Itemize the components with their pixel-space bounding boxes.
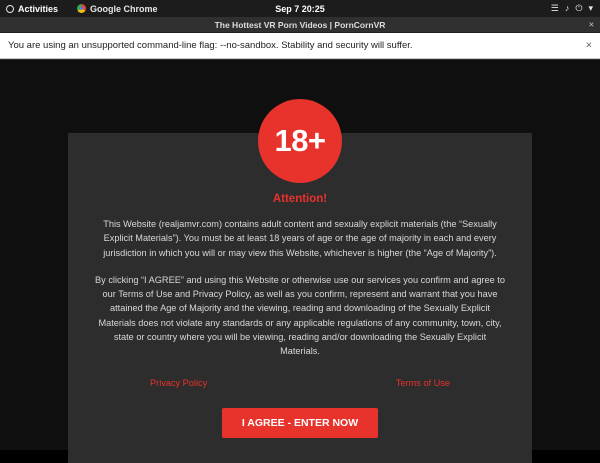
activities-dot-icon: [6, 5, 14, 13]
privacy-policy-link[interactable]: Privacy Policy: [150, 378, 208, 389]
modal-paragraph-2: By clicking “I AGREE” and using this Website or otherwise use our services you confirm and agree to our Terms of Use and Privacy Policy, as well as you confirm, represent and warrant that you have attained the Age of Majority and the viewing, reading and downloading of the Sexually Explicit Materials does not violate any standards or any applicable regulations of any community, town, city, state or country where you will be viewing, reading and/or downloading the Sexually Explicit Materials.: [95, 274, 505, 356]
app-menu-google-chrome[interactable]: [77, 4, 158, 14]
modal-heading: Attention!: [272, 193, 328, 205]
chrome-infobar: [0, 33, 600, 59]
volume-icon: ♪: [564, 3, 570, 13]
age-badge: 18+: [258, 99, 342, 183]
power-icon: ⏻: [575, 3, 583, 13]
activities-label: Activities: [18, 3, 59, 14]
chevron-down-icon: ▾: [588, 3, 593, 13]
modal-links: [150, 378, 450, 388]
page-content: [0, 60, 600, 450]
browser-window: [0, 17, 600, 450]
age-badge-wrapper: [258, 99, 342, 183]
modal-paragraph-1: This Website (realjamvr.com) contains adult content and sexually explicit materials (the “Sexually Explicit Materials”). You must be at least 18 years of age or the age of majority in each and every jurisdiction in which you will or may view this Website, whichever is higher (the “Age of Majority”).: [103, 219, 497, 258]
top-bar-left-group: [0, 4, 158, 14]
infobar-message: You are using an unsupported command-line flag: --no-sandbox. Stability and security will suffer.: [8, 40, 413, 51]
system-top-bar: [0, 0, 600, 17]
network-icon: ☰: [550, 3, 559, 13]
agree-enter-button[interactable]: I AGREE - ENTER NOW: [222, 408, 378, 438]
app-menu-label: Google Chrome: [90, 3, 158, 14]
window-title: The Hottest VR Porn Videos | PornCornVR: [214, 19, 386, 30]
window-titlebar: [0, 17, 600, 33]
chrome-icon: [77, 4, 86, 13]
infobar-close-icon[interactable]: ×: [585, 39, 592, 51]
system-status-area[interactable]: [551, 4, 600, 13]
activities-button[interactable]: [6, 4, 58, 14]
clock[interactable]: Sep 7 20:25: [275, 3, 325, 14]
terms-of-use-link[interactable]: Terms of Use: [395, 378, 450, 389]
window-close-icon[interactable]: ×: [588, 19, 594, 29]
